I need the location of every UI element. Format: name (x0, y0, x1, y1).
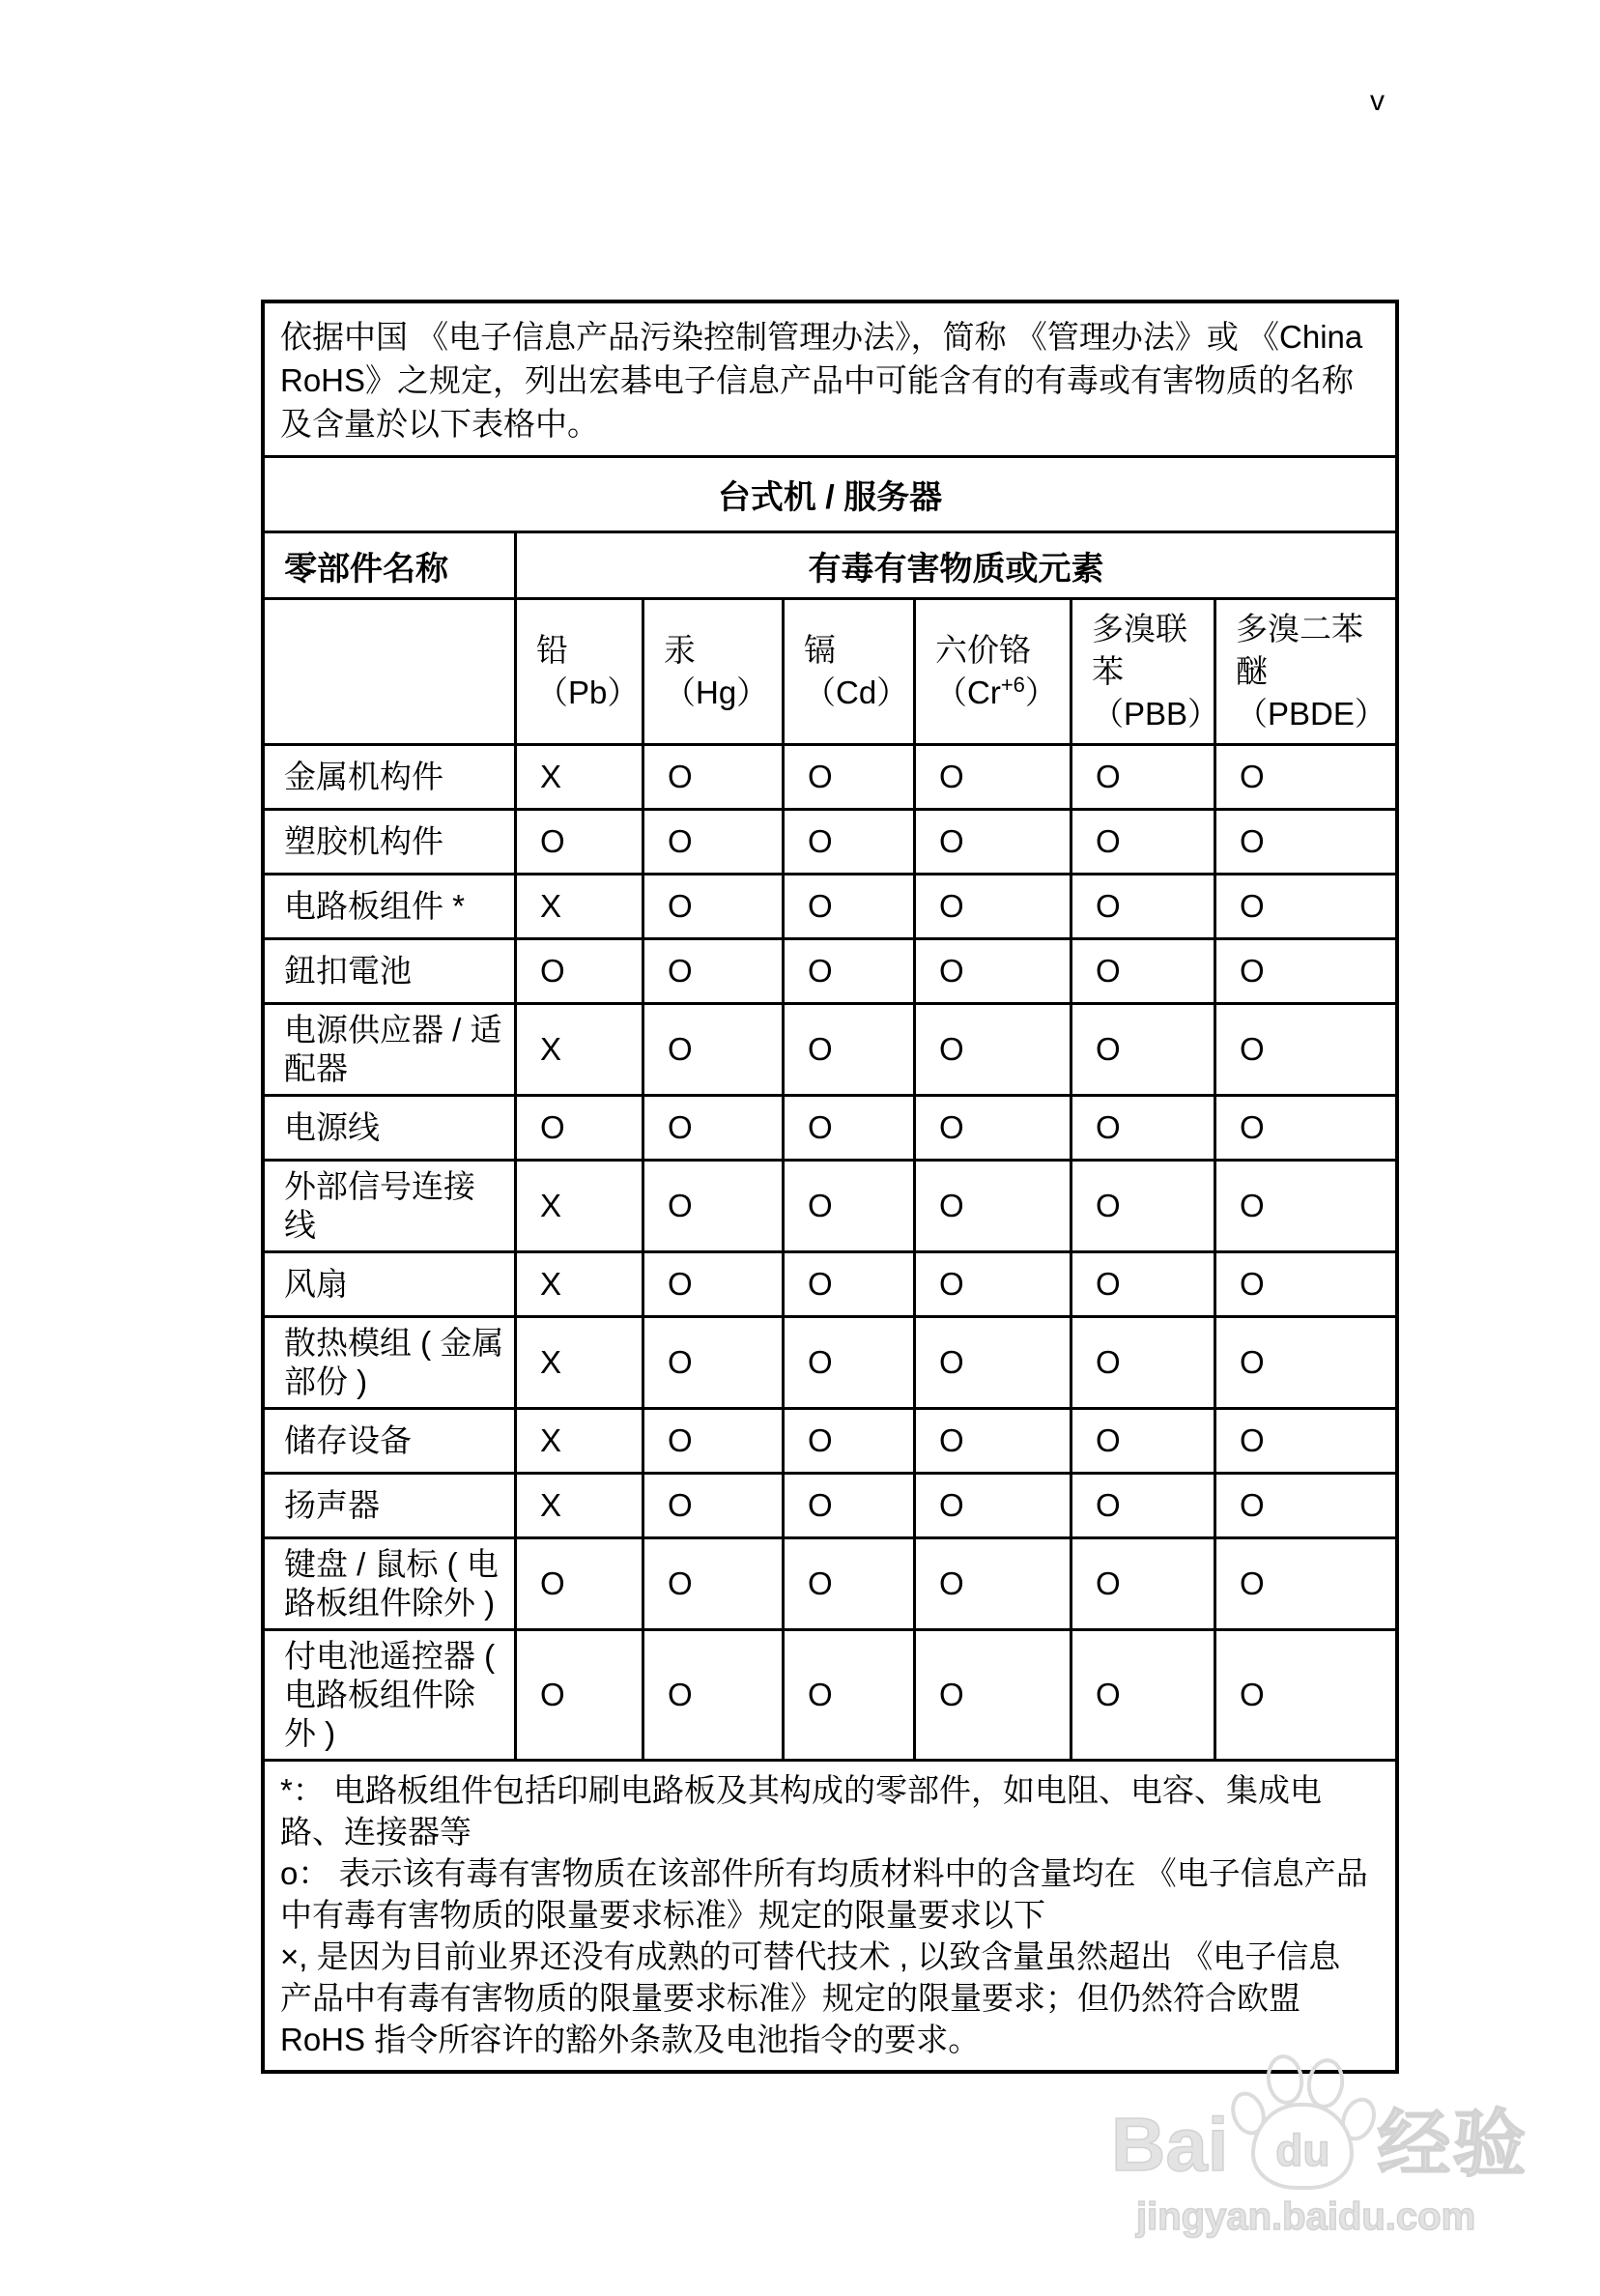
baidu-logo (1111, 2049, 1536, 2187)
notes-section (265, 1759, 1395, 2070)
header-row (265, 531, 1395, 597)
substance-value-cell: O (782, 1475, 913, 1536)
substance-value-cell: O (1070, 1539, 1214, 1628)
component-name-cell: 金属机构件 (284, 759, 443, 794)
substance-value-cell: O (642, 1097, 782, 1159)
substance-value-cell: O (1070, 1005, 1214, 1094)
paw-toe-icon (1264, 2052, 1307, 2108)
component-name-header: 零部件名称 (284, 550, 448, 588)
substance-header-cell (913, 600, 1070, 743)
substance-header-cell (1214, 600, 1395, 743)
substance-symbol: $(Cr^{+6})$ (935, 673, 1057, 710)
component-name-cell: 外部信号连接线 (284, 1168, 475, 1243)
component-name-cell: 键盘 / 鼠标 ( 电路板组件除外 ) (284, 1546, 499, 1621)
substance-value-cell: O (913, 1318, 1070, 1407)
intro-paragraph: 依据中国 《电子信息产品污染控制管理办法》，简称 《管理办法》或 《China RoHS》之规定，列出宏碁电子信息产品中可能含有的有毒或有害物质的名称及含量於以下表格中。 (280, 319, 1363, 442)
substance-value-cell: O (913, 1097, 1070, 1159)
substance-value-cell: X (514, 746, 642, 808)
substance-value-cell: X (514, 1162, 642, 1250)
substance-value-cell: O (782, 1539, 913, 1628)
substance-value-cell: X (514, 1253, 642, 1315)
substance-value-cell: O (1214, 746, 1395, 808)
substance-value-cell: O (642, 1631, 782, 1759)
substance-symbol: （Hg） (664, 674, 769, 710)
substance-value-cell: O (913, 1005, 1070, 1094)
substance-value-cell: O (1214, 1318, 1395, 1407)
substance-name: 汞 (664, 632, 696, 668)
component-name-cell: 电源线 (284, 1109, 380, 1145)
substance-value-cell: O (1214, 1097, 1395, 1159)
substance-name: 六价铬 (935, 632, 1031, 668)
substance-value-cell: O (782, 1162, 913, 1250)
substance-value-cell: O (913, 1162, 1070, 1250)
component-name-cell: 付电池遥控器 ( 电路板组件除外 ) (284, 1638, 496, 1751)
substance-value-cell: O (514, 1631, 642, 1759)
substance-value-cell: X (514, 1475, 642, 1536)
substance-value-cell: O (913, 811, 1070, 873)
table-row (265, 808, 1395, 873)
substance-value-cell: O (913, 1253, 1070, 1315)
substance-value-cell: O (1070, 1097, 1214, 1159)
substance-value-cell: O (514, 1539, 642, 1628)
substance-value-cell: O (1214, 1475, 1395, 1536)
substance-value-cell: O (642, 940, 782, 1002)
table-row (265, 1536, 1395, 1628)
substance-value-cell: O (642, 1318, 782, 1407)
component-name-cell: 鈕扣電池 (284, 953, 412, 989)
substance-value-cell: O (782, 940, 913, 1002)
baidu-paw-icon (1230, 2049, 1375, 2194)
substance-value-cell: O (642, 1410, 782, 1472)
substance-value-cell: O (642, 811, 782, 873)
substance-value-cell: O (642, 1005, 782, 1094)
component-name-cell: 电源供应器 / 适配器 (284, 1012, 502, 1086)
substance-value-cell: O (1070, 1318, 1214, 1407)
baidu-logo-du: du (1275, 2125, 1330, 2175)
substance-header-cell (782, 600, 913, 743)
substance-value-cell: O (782, 1005, 913, 1094)
substance-value-cell: O (1070, 1410, 1214, 1472)
component-name-cell: 塑胶机构件 (284, 823, 443, 859)
substance-name: 多溴联苯 (1092, 611, 1187, 689)
substance-symbol: （PBB） (1092, 696, 1220, 732)
substance-value-cell: X (514, 1005, 642, 1094)
rohs-table (261, 300, 1399, 2074)
substance-value-cell: O (913, 875, 1070, 937)
substance-value-cell: O (1070, 746, 1214, 808)
substance-value-cell: O (913, 1410, 1070, 1472)
substance-symbol: （Cd） (804, 674, 909, 710)
table-row (265, 873, 1395, 937)
component-name-cell: 储存设备 (284, 1422, 412, 1458)
component-name-cell: 电路板组件 * (284, 888, 466, 924)
substance-value-cell: X (514, 875, 642, 937)
baidu-watermark (1111, 2049, 1536, 2239)
substance-value-cell: O (642, 746, 782, 808)
substance-name: 铅 (536, 632, 568, 668)
substance-value-cell: O (1214, 1005, 1395, 1094)
substance-value-cell: O (1070, 1162, 1214, 1250)
baidu-logo-cn: 经验 (1377, 2104, 1529, 2186)
note-o: o： 表示该有毒有害物质在该部件所有均质材料中的含量均在 《电子信息产品中有毒有害物质的限量要求标准》规定的限量要求以下 (280, 1855, 1368, 1933)
substance-value-cell: O (514, 940, 642, 1002)
substance-value-cell: O (1214, 1253, 1395, 1315)
substance-header-cell (1070, 600, 1220, 743)
substance-value-cell: O (1214, 1539, 1395, 1628)
substance-value-cell: O (782, 875, 913, 937)
substance-value-cell: O (782, 811, 913, 873)
substances-span-header: 有毒有害物质或元素 (514, 533, 1395, 597)
substance-value-cell: O (782, 746, 913, 808)
substance-value-cell: O (1214, 1631, 1395, 1759)
substance-value-cell: O (913, 1539, 1070, 1628)
component-name-cell: 风扇 (284, 1266, 348, 1302)
table-row (265, 1094, 1395, 1159)
substance-value-cell: O (1214, 811, 1395, 873)
substance-value-cell: O (782, 1097, 913, 1159)
substance-value-cell: O (642, 1253, 782, 1315)
paw-pad-icon (1251, 2103, 1354, 2190)
substance-name: 镉 (804, 632, 836, 668)
note-x: ×, 是因为目前业界还没有成熟的可替代技术 , 以致含量虽然超出 《电子信息产品中有毒有害物质的限量要求标准》规定的限量要求；但仍然符合欧盟 RoHS 指令所容许的豁外条款及电池指令的要求。 (280, 1938, 1341, 2057)
substance-value-cell: O (1070, 1631, 1214, 1759)
substance-symbol: （PBDE） (1236, 696, 1386, 732)
substance-value-cell: O (1214, 940, 1395, 1002)
substance-header-row (265, 597, 1395, 743)
note-asterisk: *： 电路板组件包括印刷电路板及其构成的零部件，如电阻、电容、集成电路、连接器等 (280, 1772, 1323, 1850)
substance-value-cell: O (913, 1631, 1070, 1759)
substance-value-cell: O (514, 811, 642, 873)
substance-value-cell: O (782, 1318, 913, 1407)
table-row (265, 1407, 1395, 1472)
table-row (265, 743, 1395, 808)
substance-value-cell: O (782, 1631, 913, 1759)
table-row (265, 1628, 1395, 1759)
substance-value-cell: O (1070, 875, 1214, 937)
table-row (265, 1159, 1395, 1250)
table-row (265, 1002, 1395, 1094)
substance-value-cell: O (1214, 875, 1395, 937)
table-row (265, 1472, 1395, 1536)
watermark-url: jingyan.baidu.com (1136, 2196, 1476, 2238)
baidu-logo-bai: Bai (1111, 2102, 1229, 2187)
table-title-text: 台式机 / 服务器 (717, 479, 943, 516)
table-row (265, 937, 1395, 1002)
substance-value-cell: O (782, 1253, 913, 1315)
substance-header-cell (514, 600, 642, 743)
substance-value-cell: O (642, 1539, 782, 1628)
component-name-cell: 散热模组 ( 金属部份 ) (284, 1325, 504, 1399)
substance-value-cell: O (1070, 811, 1214, 873)
substance-value-cell: O (1214, 1410, 1395, 1472)
substance-value-cell: O (642, 1475, 782, 1536)
substance-header-cell (642, 600, 782, 743)
substance-value-cell: O (514, 1097, 642, 1159)
substance-value-cell: O (1070, 1253, 1214, 1315)
empty-corner-cell (265, 600, 514, 743)
substance-value-cell: X (514, 1410, 642, 1472)
substance-value-cell: O (1070, 940, 1214, 1002)
substance-value-cell: O (913, 940, 1070, 1002)
substance-value-cell: O (1070, 1475, 1214, 1536)
table-row (265, 1250, 1395, 1315)
substance-value-cell: O (913, 1475, 1070, 1536)
substance-value-cell: O (782, 1410, 913, 1472)
substance-value-cell: O (913, 746, 1070, 808)
table-row (265, 1315, 1395, 1407)
substance-value-cell: O (642, 875, 782, 937)
table-title (265, 455, 1395, 531)
substance-value-cell: O (642, 1162, 782, 1250)
page-number: v (1370, 85, 1385, 117)
substance-name: 多溴二苯醚 (1236, 611, 1363, 689)
component-name-cell: 扬声器 (284, 1487, 380, 1523)
substance-value-cell: O (1214, 1162, 1395, 1250)
substance-symbol: （Pb） (536, 674, 640, 710)
substance-value-cell: X (514, 1318, 642, 1407)
